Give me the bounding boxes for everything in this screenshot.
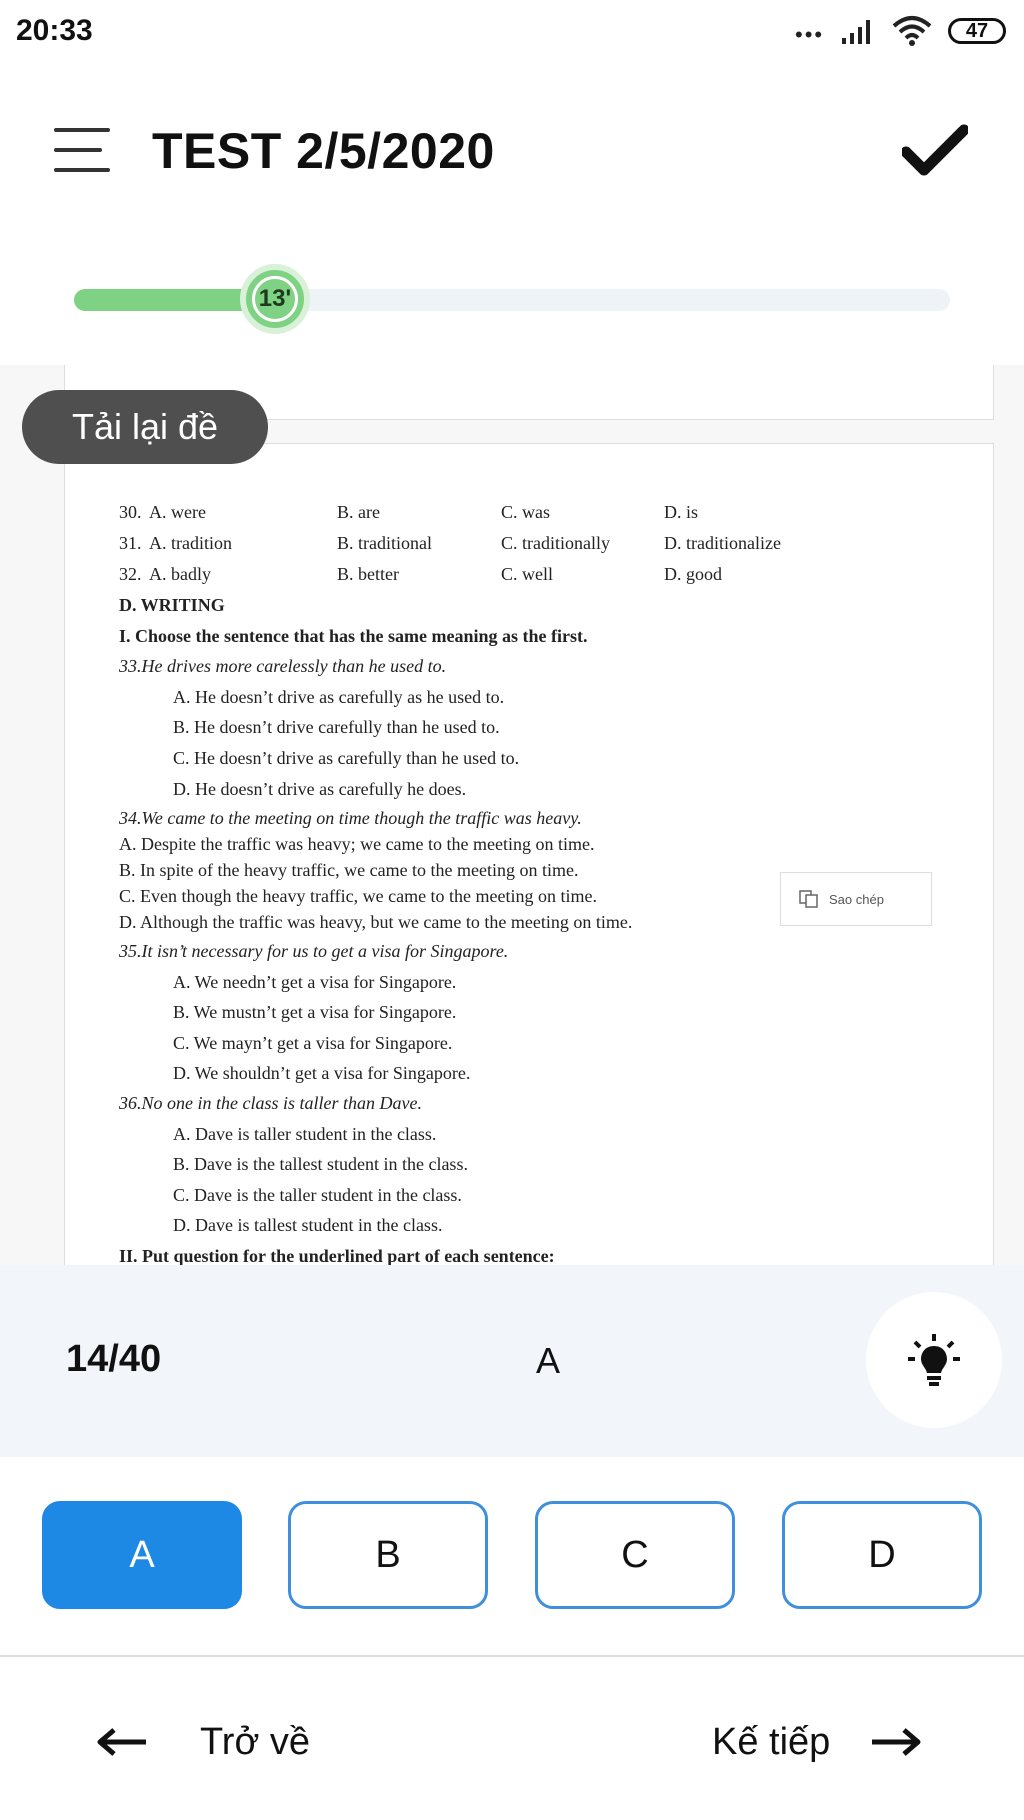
question-option: C. Dave is the taller student in the class. <box>173 1185 462 1205</box>
question-option: C. He doesn’t drive as carefully than he used to. <box>173 748 520 768</box>
signal-icon <box>840 18 876 46</box>
mcq-option: B. traditional <box>337 533 432 553</box>
menu-icon[interactable] <box>54 128 110 172</box>
mcq-option: A. tradition <box>149 533 232 553</box>
mcq-num: 32. <box>119 564 142 584</box>
option-b-button[interactable]: B <box>288 1501 488 1609</box>
back-button[interactable] <box>96 1712 310 1772</box>
instruction: II. Put question for the underlined part of each sentence: <box>119 1246 555 1265</box>
mcq-option: A. badly <box>149 564 211 584</box>
copy-popup[interactable] <box>780 872 932 926</box>
document-page <box>64 443 994 1265</box>
section-heading: D. WRITING <box>119 595 225 615</box>
status-time: 20:33 <box>16 14 93 47</box>
question-option: A. Despite the traffic was heavy; we came to the meeting on time. <box>119 834 595 854</box>
page-title: TEST 2/5/2020 <box>152 123 495 179</box>
selected-answer: A <box>536 1340 561 1381</box>
question-option: B. Dave is the tallest student in the class. <box>173 1154 468 1174</box>
question-option: D. Although the traffic was heavy, but we came to the meeting on time. <box>119 912 633 932</box>
question-stem: 33.He drives more carelessly than he used to. <box>119 656 447 676</box>
next-label: Kế tiếp <box>712 1720 831 1763</box>
question-stem: 34.We came to the meeting on time though the traffic was heavy. <box>119 808 582 828</box>
checkmark-icon[interactable] <box>902 124 968 178</box>
mcq-option: C. well <box>501 564 553 584</box>
footer-divider <box>0 1655 1024 1657</box>
question-stem: 35.It isn’t necessary for us to get a visa for Singapore. <box>119 941 509 961</box>
arrow-left-icon <box>96 1727 148 1757</box>
question-option: D. We shouldn’t get a visa for Singapore. <box>173 1063 471 1083</box>
question-option: C. We mayn’t get a visa for Singapore. <box>173 1033 453 1053</box>
next-button[interactable] <box>712 1712 922 1772</box>
hint-button[interactable] <box>866 1292 1002 1428</box>
question-option: D. He doesn’t drive as carefully he does. <box>173 779 467 799</box>
option-d-button[interactable]: D <box>782 1501 982 1609</box>
battery-icon: 47 <box>948 18 1006 44</box>
reload-test-button[interactable]: Tải lại đề <box>22 390 268 464</box>
copy-icon <box>799 890 819 908</box>
question-option: B. He doesn’t drive carefully than he used to. <box>173 717 500 737</box>
mcq-option: D. traditionalize <box>664 533 781 553</box>
option-c-button[interactable]: C <box>535 1501 735 1609</box>
mcq-option: D. is <box>664 502 699 522</box>
mcq-option: D. good <box>664 564 722 584</box>
arrow-right-icon <box>870 1727 922 1757</box>
option-a-button[interactable]: A <box>42 1501 242 1609</box>
question-option: A. He doesn’t drive as carefully as he used to. <box>173 687 505 707</box>
timer-label: 13' <box>252 276 298 322</box>
copy-label: Sao chép <box>829 891 884 907</box>
question-option: A. We needn’t get a visa for Singapore. <box>173 972 457 992</box>
mcq-option: C. traditionally <box>501 533 610 553</box>
question-option: D. Dave is tallest student in the class. <box>173 1215 443 1235</box>
back-label: Trở về <box>200 1720 311 1763</box>
mcq-num: 30. <box>119 502 142 522</box>
question-counter: 14/40 <box>66 1338 162 1380</box>
lightbulb-icon <box>906 1332 962 1388</box>
document-viewer[interactable] <box>0 365 1024 1265</box>
question-option: A. Dave is taller student in the class. <box>173 1124 437 1144</box>
timer-knob <box>240 264 310 334</box>
question-option: B. We mustn’t get a visa for Singapore. <box>173 1002 457 1022</box>
mcq-option: B. are <box>337 502 380 522</box>
mcq-option: C. was <box>501 502 550 522</box>
wifi-icon <box>890 14 934 48</box>
instruction: I. Choose the sentence that has the same meaning as the first. <box>119 626 588 646</box>
question-option: B. In spite of the heavy traffic, we came to the meeting on time. <box>119 860 579 880</box>
mcq-option: A. were <box>149 502 206 522</box>
mcq-option: B. better <box>337 564 399 584</box>
question-stem: 36.No one in the class is taller than Dave. <box>119 1093 422 1113</box>
mcq-num: 31. <box>119 533 142 553</box>
question-option: C. Even though the heavy traffic, we came to the meeting on time. <box>119 886 598 906</box>
status-dots: ••• <box>795 22 825 47</box>
